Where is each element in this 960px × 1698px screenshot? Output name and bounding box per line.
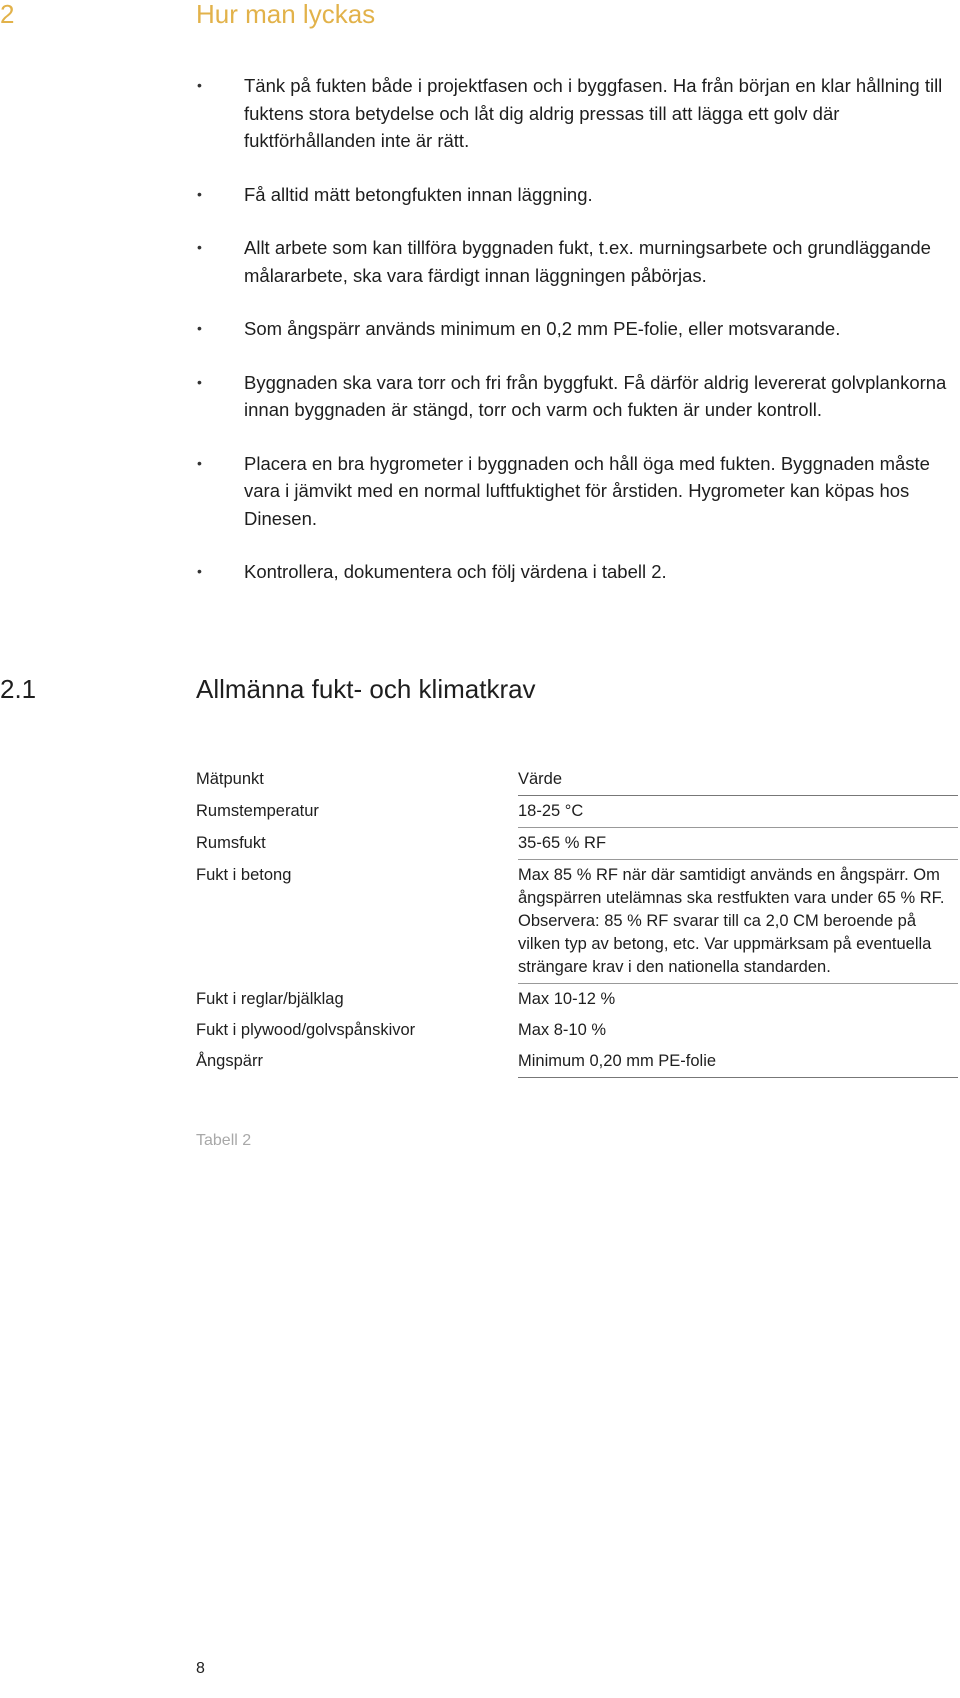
list-item-text: Kontrollera, dokumentera och följ värdena i tabell 2. xyxy=(244,561,667,582)
list-item-text: Tänk på fukten både i projektfasen och i byggfasen. Ha från början en klar hållning till fuktens stora betydelse och låt dig aldrig pressas till att lägga ett golv där fuktförhållanden inte är rätt. xyxy=(244,75,943,151)
table-row xyxy=(196,796,958,828)
list-item xyxy=(196,181,956,209)
bullet-icon: • xyxy=(197,185,202,202)
table-header-row xyxy=(196,764,958,796)
table-cell-value: Max 8-10 % xyxy=(518,1021,607,1039)
bullet-icon: • xyxy=(197,454,202,471)
bullet-icon: • xyxy=(197,373,202,390)
table-cell-value: Max 10-12 % xyxy=(518,990,616,1008)
list-item-text: Få alltid mätt betongfukten innan läggning. xyxy=(244,183,593,205)
table-cell-value: 35-65 % RF xyxy=(518,828,958,860)
table-cell-value: 18-25 °C xyxy=(518,796,958,828)
list-item xyxy=(196,315,956,343)
table-cell-point: Rumstemperatur xyxy=(196,802,319,820)
list-item-text: Byggnaden ska vara torr och fri från byggfukt. Få därför aldrig levererat golvplankorna innan byggnaden är stängd, torr och varm och fukten är under kontroll. xyxy=(244,371,947,420)
table-row xyxy=(196,1015,958,1046)
table-row xyxy=(196,860,958,984)
table-header-cell: Mätpunkt xyxy=(196,770,264,788)
subsection-number: 2.1 xyxy=(0,674,37,704)
requirements-table xyxy=(196,764,958,1078)
list-item-text: Placera en bra hygrometer i byggnaden och håll öga med fukten. Byggnaden måste vara i jämvikt med en normal luftfuktighet för årstiden. Hygrometer kan köpas hos Dinesen. xyxy=(244,452,930,529)
list-item xyxy=(196,558,956,586)
bullet-list xyxy=(196,72,956,612)
section-title: Hur man lyckas xyxy=(196,0,376,29)
bullet-icon: • xyxy=(197,320,202,336)
subsection-title: Allmänna fukt- och klimatkrav xyxy=(196,674,536,704)
table-caption: Tabell 2 xyxy=(196,1132,252,1149)
list-item xyxy=(196,369,956,424)
table-cell-point: Fukt i reglar/bjälklag xyxy=(196,990,344,1008)
table-cell-value: Minimum 0,20 mm PE-folie xyxy=(518,1046,958,1078)
list-item xyxy=(196,72,956,155)
table-row xyxy=(196,1046,958,1078)
list-item-text: Som ångspärr används minimum en 0,2 mm PE-folie, eller motsvarande. xyxy=(244,318,841,339)
list-item xyxy=(196,234,956,289)
list-item xyxy=(196,450,956,533)
table-cell-point: Ångspärr xyxy=(196,1052,263,1070)
table-cell-point: Fukt i plywood/golvspånskivor xyxy=(196,1021,416,1039)
bullet-icon: • xyxy=(197,563,202,579)
table-row xyxy=(196,984,958,1015)
table-row xyxy=(196,828,958,860)
table-cell-point: Rumsfukt xyxy=(196,834,266,852)
list-item-text: Allt arbete som kan tillföra byggnaden fukt, t.ex. murningsarbete och grundläggande målararbete, ska vara färdigt innan läggningen påbörjas. xyxy=(244,237,931,286)
section-number: 2 xyxy=(0,0,15,29)
bullet-icon: • xyxy=(197,239,202,255)
table-header-cell: Värde xyxy=(518,764,958,796)
bullet-icon: • xyxy=(197,77,202,93)
table-cell-value: Max 85 % RF när där samtidigt används en ångspärr. Om ångspärren utelämnas ska restfukten vara under 65 % RF. Observera: 85 % RF svarar till ca 2,0 CM beroende på vilken typ av betong, etc. Var uppmärksam på eventuella strängare krav i den nationella standarden. xyxy=(518,860,958,984)
page-number: 8 xyxy=(196,1660,205,1677)
table-cell-point: Fukt i betong xyxy=(196,866,292,884)
